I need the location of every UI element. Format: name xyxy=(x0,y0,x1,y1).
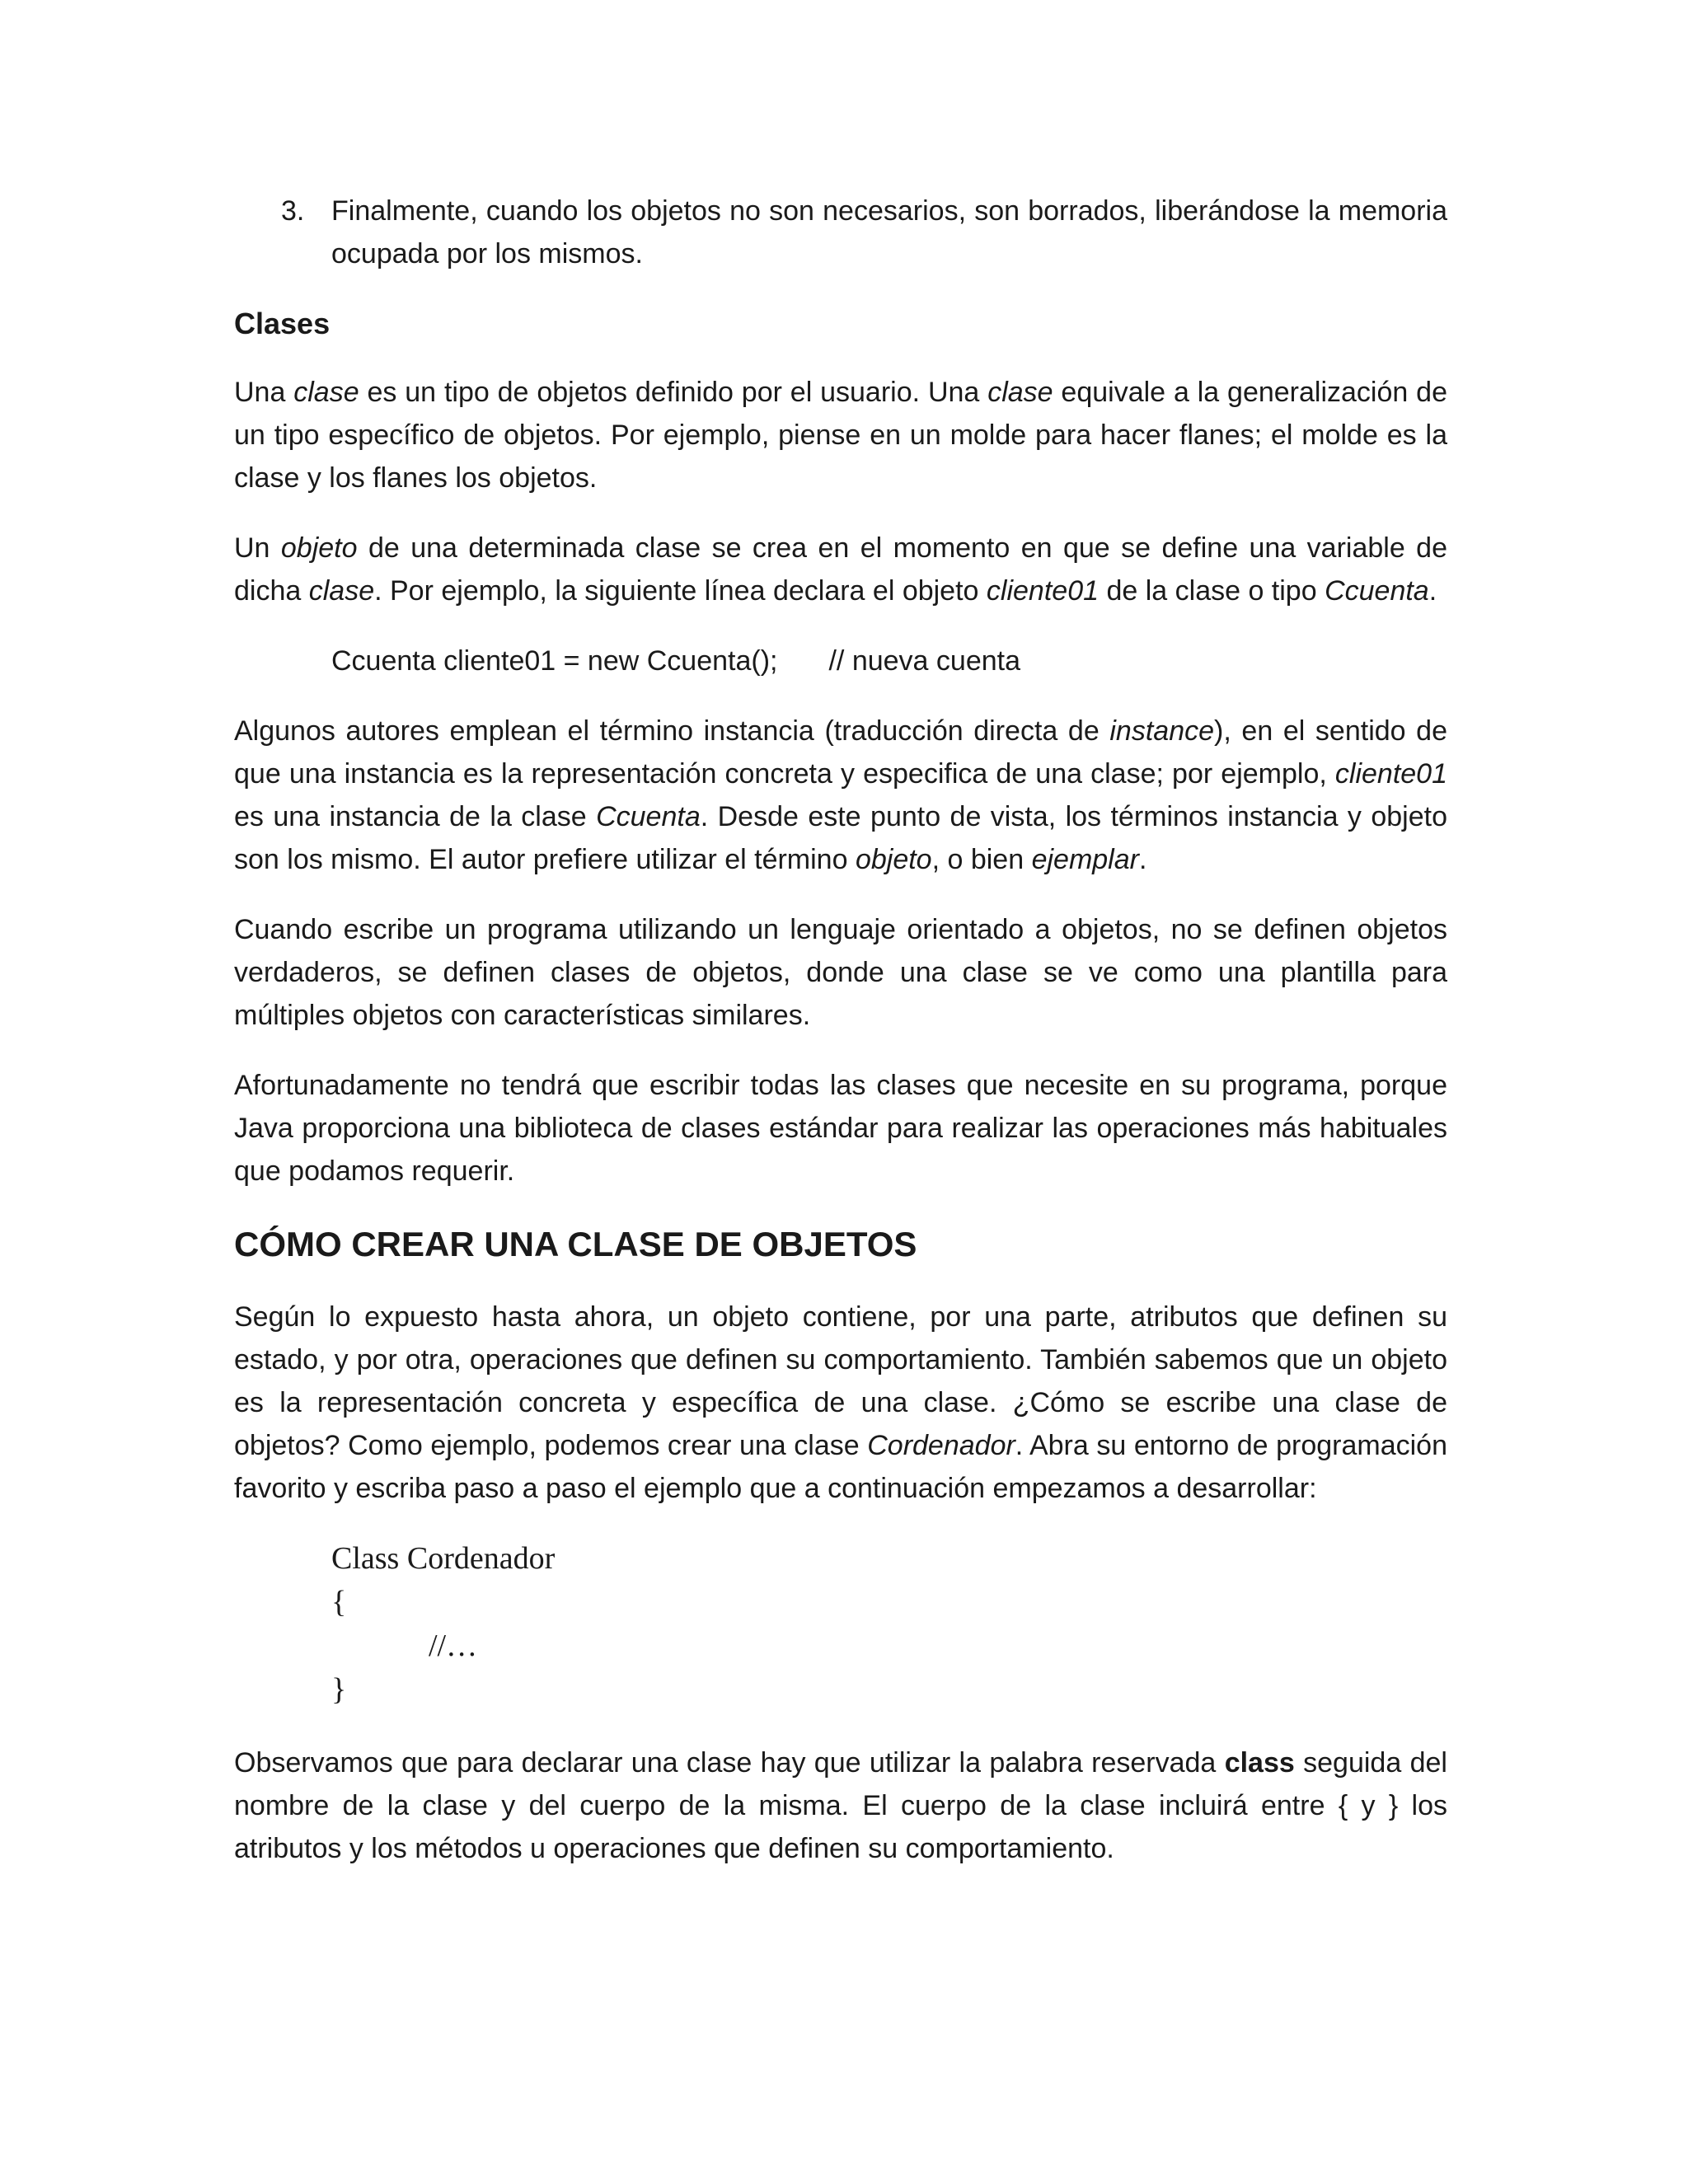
list-item-3 xyxy=(281,190,1447,275)
code-line-class: Class Cordenador xyxy=(331,1541,556,1576)
paragraph-como-crear: Según lo expuesto hasta ahora, un objeto contiene, por una parte, atributos que definen su estado, y por otra, operaciones que definen su comportamiento. También sabemos que un objeto es la representación concreta y específica de una clase. ¿Cómo se escribe una clase de objetos? Como ejemplo, podemos crear una clase Cordenador. Abra su entorno de programación favorito y escriba paso a paso el ejemplo que a continuación empezamos a desarrollar: xyxy=(234,1301,1448,1504)
document-page xyxy=(234,190,1447,1897)
paragraph-clase-definition: Una clase es un tipo de objetos definido por el usuario. Una clase equivale a la generalización de un tipo específico de objetos. Por ejemplo, piense en un molde para hacer flanes; el molde es la clase y los flanes los objetos. xyxy=(234,377,1447,494)
section-heading-clases: Clases xyxy=(234,307,331,340)
paragraph-biblioteca: Afortunadamente no tendrá que escribir todas las clases que necesite en su programa, porque Java proporciona una biblioteca de clases estándar para realizar las operaciones más habituales que podamos requerir. xyxy=(234,1070,1447,1187)
list-item-text: Finalmente, cuando los objetos no son necesarios, son borrados, liberándose la memoria ocupada por los mismos. xyxy=(331,195,1447,269)
paragraph-plantilla: Cuando escribe un programa utilizando un lenguaje orientado a objetos, no se definen objetos verdaderos, se definen clases de objetos, donde una clase se ve como una plantilla para múltiples objetos con características similares. xyxy=(234,914,1447,1031)
section-heading-crear-clase: CÓMO CREAR UNA CLASE DE OBJETOS xyxy=(234,1225,917,1263)
code-example-ccuenta xyxy=(331,640,1447,682)
paragraph-objeto-creation: Un objeto de una determinada clase se crea en el momento en que se define una variable de dicha clase. Por ejemplo, la siguiente línea declara el objeto cliente01 de la clase o tipo Ccuenta. xyxy=(234,532,1447,607)
code-comment: // nueva cuenta xyxy=(828,645,1020,677)
code-line-comment: //… xyxy=(429,1629,478,1663)
code-statement: Ccuenta cliente01 = new Ccuenta(); xyxy=(331,645,778,677)
code-line-open-brace: { xyxy=(331,1585,347,1619)
paragraph-instancia: Algunos autores emplean el término instancia (traducción directa de instance), en el sentido de que una instancia es la representación concreta y especifica de una clase; por ejemplo, cliente01 es una instancia de la clase Ccuenta. Desde este punto de vista, los términos instancia y objeto son los mismo. El autor prefiere utilizar el término objeto, o bien ejemplar. xyxy=(234,715,1448,875)
code-block-cordenador xyxy=(331,1537,1447,1712)
paragraph-declarar-clase: Observamos que para declarar una clase hay que utilizar la palabra reservada class seguida del nombre de la clase y del cuerpo de la misma. El cuerpo de la clase incluirá entre { y } los atributos y los métodos u operaciones que definen su comportamiento. xyxy=(234,1747,1447,1864)
code-line-close-brace: } xyxy=(331,1672,347,1707)
list-number: 3. xyxy=(281,195,305,227)
